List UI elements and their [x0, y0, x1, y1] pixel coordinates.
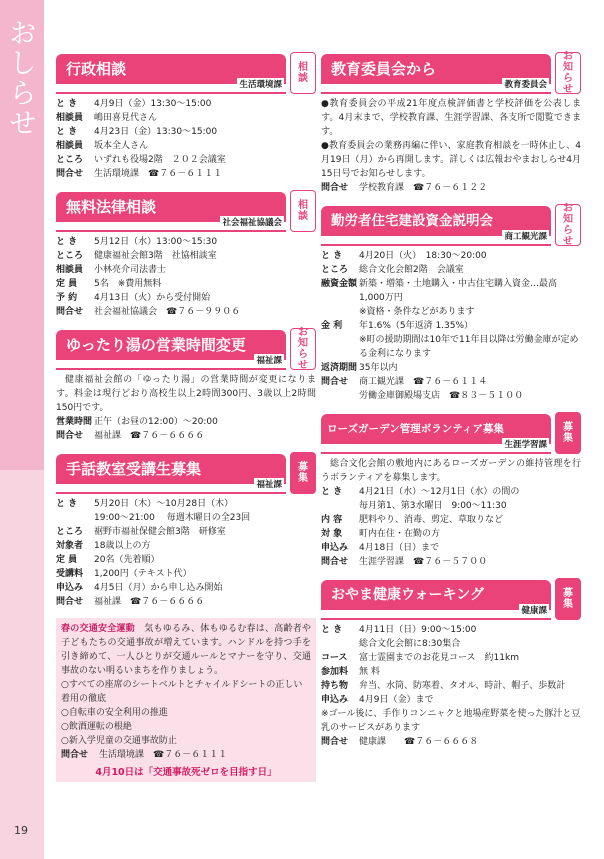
category-tag: 募 集: [555, 412, 581, 454]
section-dept: 教育委員会: [504, 80, 547, 90]
value: 4月20日（火） 18:30～20:00: [359, 251, 487, 261]
category-tag: 募 集: [555, 578, 581, 620]
section-jutaku: [321, 204, 581, 403]
box-title: 春の交通安全運動: [61, 624, 135, 634]
value: 4月23日（金）13:30～15:00: [94, 127, 218, 137]
label: 融資金額: [321, 279, 358, 289]
label: 問合せ: [56, 169, 84, 179]
section-dept: 社会福祉協議会: [222, 218, 282, 228]
label: 問合せ: [56, 431, 84, 441]
value: 新築・増築・土地購入・中古住宅購入資金…最高1,000万円: [359, 279, 558, 303]
label: 対象者: [56, 541, 84, 551]
label: 定 員: [56, 279, 78, 289]
label: 申込み: [56, 583, 84, 593]
label: 定 員: [56, 555, 78, 565]
value: 裾野市福祉保健会館3階 研修室: [94, 527, 226, 537]
section-header: [321, 204, 581, 246]
section-header: [56, 52, 316, 94]
value: 生活環境課 ☎７６－６１１１: [94, 169, 223, 179]
section-title: おやま健康ウォーキング: [321, 580, 551, 610]
category-tag: 募 集: [290, 452, 316, 494]
section-shuwa: [56, 452, 316, 609]
value: 学校教育課 ☎７６－６１２２: [359, 183, 488, 193]
label: 申込み: [321, 695, 349, 705]
value: 5月20日（木）～10月28日（木）: [94, 499, 234, 509]
list-item: ○自転車の安全利用の推進: [61, 708, 168, 718]
label: 営業時間: [56, 417, 93, 427]
value-continued: 総合文化会館に8:30集合: [359, 639, 461, 649]
value: 弁当、水筒、防寒着、タオル、時計、帽子、歩数計: [359, 681, 566, 691]
side-title: おしらせ: [5, 18, 38, 138]
value: 18歳以上の方: [94, 541, 151, 551]
value: 健康福祉会館3階 社協相談室: [94, 251, 217, 261]
section-houritsu: [56, 190, 316, 319]
box-text: 気もゆるみ、体もゆるむ春は、高齢者や子どもたちの交通事故が増えています。ハンドルを持つ手を引き締めて、一人ひとりが交通ルールとマナーを守り、交通事故のない明るいまちを作りましょう。: [61, 624, 311, 676]
label: 申込み: [321, 543, 349, 553]
section-title: 無料法律相談: [56, 192, 286, 222]
value-continued: 毎月第1、第3水曜日 9:00～11:30: [359, 501, 507, 511]
section-text: 健康福祉会館の「ゆったり湯」の営業時間が変更になります。料金は現行どおり高校生以上2時間300円、3歳以上2時間150円です。: [56, 375, 316, 413]
value: 無 料: [359, 667, 380, 677]
section-dept: 商工観光課: [504, 232, 547, 242]
value: 5名 ※費用無料: [94, 279, 162, 289]
value: 富士霊園までのお花見コース 約11km: [359, 653, 519, 663]
label: 問合せ: [321, 377, 349, 387]
value: 4月18日（日）まで: [359, 543, 440, 553]
header-underline: [321, 618, 551, 620]
label: 問合せ: [61, 750, 89, 760]
label: 相談員: [56, 113, 84, 123]
label: 金 利: [321, 321, 343, 331]
value: 4月13日（火）から受付開始: [94, 293, 211, 303]
value: 4月21日（水）～12月1日（水）の間の: [359, 487, 520, 497]
value: 生活環境課 ☎７６－６１１１: [99, 750, 228, 760]
label: 問合せ: [321, 737, 349, 747]
value: いずれも役場2階 ２０２会議室: [94, 155, 226, 165]
value: 肥料やり、消毒、剪定、草取りなど: [359, 515, 504, 525]
value: 嶋田喜見代さん: [94, 113, 158, 123]
section-walking: [321, 578, 581, 749]
value: 小林亮介司法書士: [94, 265, 167, 275]
label: 問合せ: [56, 307, 84, 317]
note: ※ゴール後に、手作りコンニャクと地場産野菜を使った豚汁と豆乳のサービスがあります: [321, 709, 581, 733]
label: ところ: [56, 527, 84, 537]
label: 参加料: [321, 667, 349, 677]
label: 問合せ: [321, 183, 349, 193]
value: 35年以内: [359, 363, 398, 373]
value: 4月9日（金）まで: [359, 695, 434, 705]
section-title: ローズガーデン管理ボランティア募集: [321, 414, 551, 444]
label: 予 約: [56, 293, 78, 303]
header-underline: [321, 92, 551, 94]
value: 社会福祉協議会 ☎７６－９９０６: [94, 307, 241, 317]
section-kyoiku: [321, 52, 581, 195]
label: コース: [321, 653, 348, 663]
value: 総合文化会館2階 会議室: [359, 265, 464, 275]
label: ところ: [56, 251, 84, 261]
header-underline: [321, 452, 551, 454]
header-underline: [56, 368, 286, 370]
label: と き: [56, 127, 78, 137]
note: ※町の援助期間は10年で11年目以降は労働金庫が定める金利になります: [359, 335, 579, 359]
label: ところ: [56, 155, 84, 165]
section-header: [321, 578, 581, 620]
left-column: [56, 52, 316, 782]
section-title: 行政相談: [56, 54, 286, 84]
section-header: [321, 52, 581, 94]
value-continued: 労働金庫御殿場支店 ☎８３－５１００: [359, 391, 524, 401]
label: 内 容: [321, 515, 343, 525]
value: 4月5日（月）から申し込み開始: [94, 583, 223, 593]
label: と き: [321, 487, 343, 497]
value: 年1.6%（5年返済 1.35%）: [359, 321, 474, 331]
section-text: ●教育委員会の平成21年度点検評価書と学校評価を公表します。4月末まで、学校教育課、生涯学習課、各支所で閲覧できます。: [321, 99, 581, 137]
value: 20名（先着順）: [94, 555, 160, 565]
page-number: 19: [14, 824, 28, 837]
value-continued: 19:00～21:00 毎週木曜日の全23回: [94, 513, 251, 523]
section-dept: 生活環境課: [239, 80, 282, 90]
value: 4月9日（金）13:30～15:00: [94, 99, 212, 109]
header-underline: [56, 492, 286, 494]
category-tag: 相 談: [290, 190, 316, 232]
section-header: [56, 452, 316, 494]
section-title: ゆったり湯の営業時間変更: [56, 330, 286, 360]
value: 坂本全人さん: [94, 141, 149, 151]
traffic-safety-box: [56, 618, 316, 782]
value: 商工観光課 ☎７６－６１１４: [359, 377, 488, 387]
value: 福祉課 ☎７６－６６６６: [94, 597, 205, 607]
header-underline: [56, 92, 286, 94]
box-footer: 4月10日は「交通事故死ゼロを目指す日」: [95, 767, 277, 778]
section-title: 勤労者住宅建設資金説明会: [321, 206, 551, 236]
header-underline: [321, 244, 551, 246]
section-text: ●教育委員会の業務再編に伴い、家庭教育相談を一時休止し、4月19日（月）から再開します。詳しくは広報おやまおしらせ4月15日号でお知らせします。: [321, 141, 581, 179]
label: 対 象: [321, 529, 343, 539]
section-text: 総合文化会館の敷地内にあるローズガーデンの維持管理を行うボランティアを募集します。: [321, 459, 581, 483]
header-underline: [56, 230, 286, 232]
section-header: [56, 328, 316, 370]
label: と き: [321, 251, 343, 261]
section-dept: 健康課: [521, 606, 547, 616]
list-item: ○飲酒運転の根絶: [61, 722, 132, 732]
value: 福祉課 ☎７６－６６６６: [94, 431, 205, 441]
value: 4月11日（日）9:00～15:00: [359, 625, 477, 635]
label: 相談員: [56, 141, 84, 151]
label: ところ: [321, 265, 349, 275]
section-dept: 福祉課: [256, 356, 282, 366]
value: 5月12日（水）13:00～15:30: [94, 237, 218, 247]
label: 返済期間: [321, 363, 358, 373]
category-tag: お 知 ら せ: [555, 204, 581, 246]
value: 1,200円（テキスト代）: [94, 569, 192, 579]
label: と き: [56, 237, 78, 247]
category-tag: お 知 ら せ: [290, 328, 316, 370]
label: 受講料: [56, 569, 84, 579]
right-column: [321, 52, 581, 758]
category-tag: お 知 ら せ: [555, 52, 581, 94]
label: と き: [321, 625, 343, 635]
section-gyosei: [56, 52, 316, 181]
list-item: ○新入学児童の交通事故防止: [61, 736, 177, 746]
note: ※資格・条件などがあります: [359, 307, 475, 317]
section-header: [56, 190, 316, 232]
value: 健康課 ☎７６－６６６８: [359, 737, 479, 747]
section-header: [321, 412, 581, 454]
list-item: ○すべての座席のシートベルトとチャイルドシートの正しい着用の徹底: [61, 680, 303, 704]
category-tag: 相 談: [290, 52, 316, 94]
sidebar-lower: [0, 470, 44, 859]
label: 問合せ: [321, 557, 349, 567]
value: 正午（お昼の12:00）～20:00: [94, 417, 218, 427]
label: と き: [56, 99, 78, 109]
value: 町内在住・在勤の方: [359, 529, 441, 539]
section-yuttari: [56, 328, 316, 443]
label: 問合せ: [56, 597, 84, 607]
section-dept: 生涯学習課: [504, 440, 547, 450]
label: 相談員: [56, 265, 84, 275]
label: と き: [56, 499, 78, 509]
section-dept: 福祉課: [256, 480, 282, 490]
section-title: 手話教室受講生募集: [56, 454, 286, 484]
section-title: 教育委員会から: [321, 54, 551, 84]
section-rose: [321, 412, 581, 569]
value: 生涯学習課 ☎７６－５７００: [359, 557, 488, 567]
label: 持ち物: [321, 681, 349, 691]
